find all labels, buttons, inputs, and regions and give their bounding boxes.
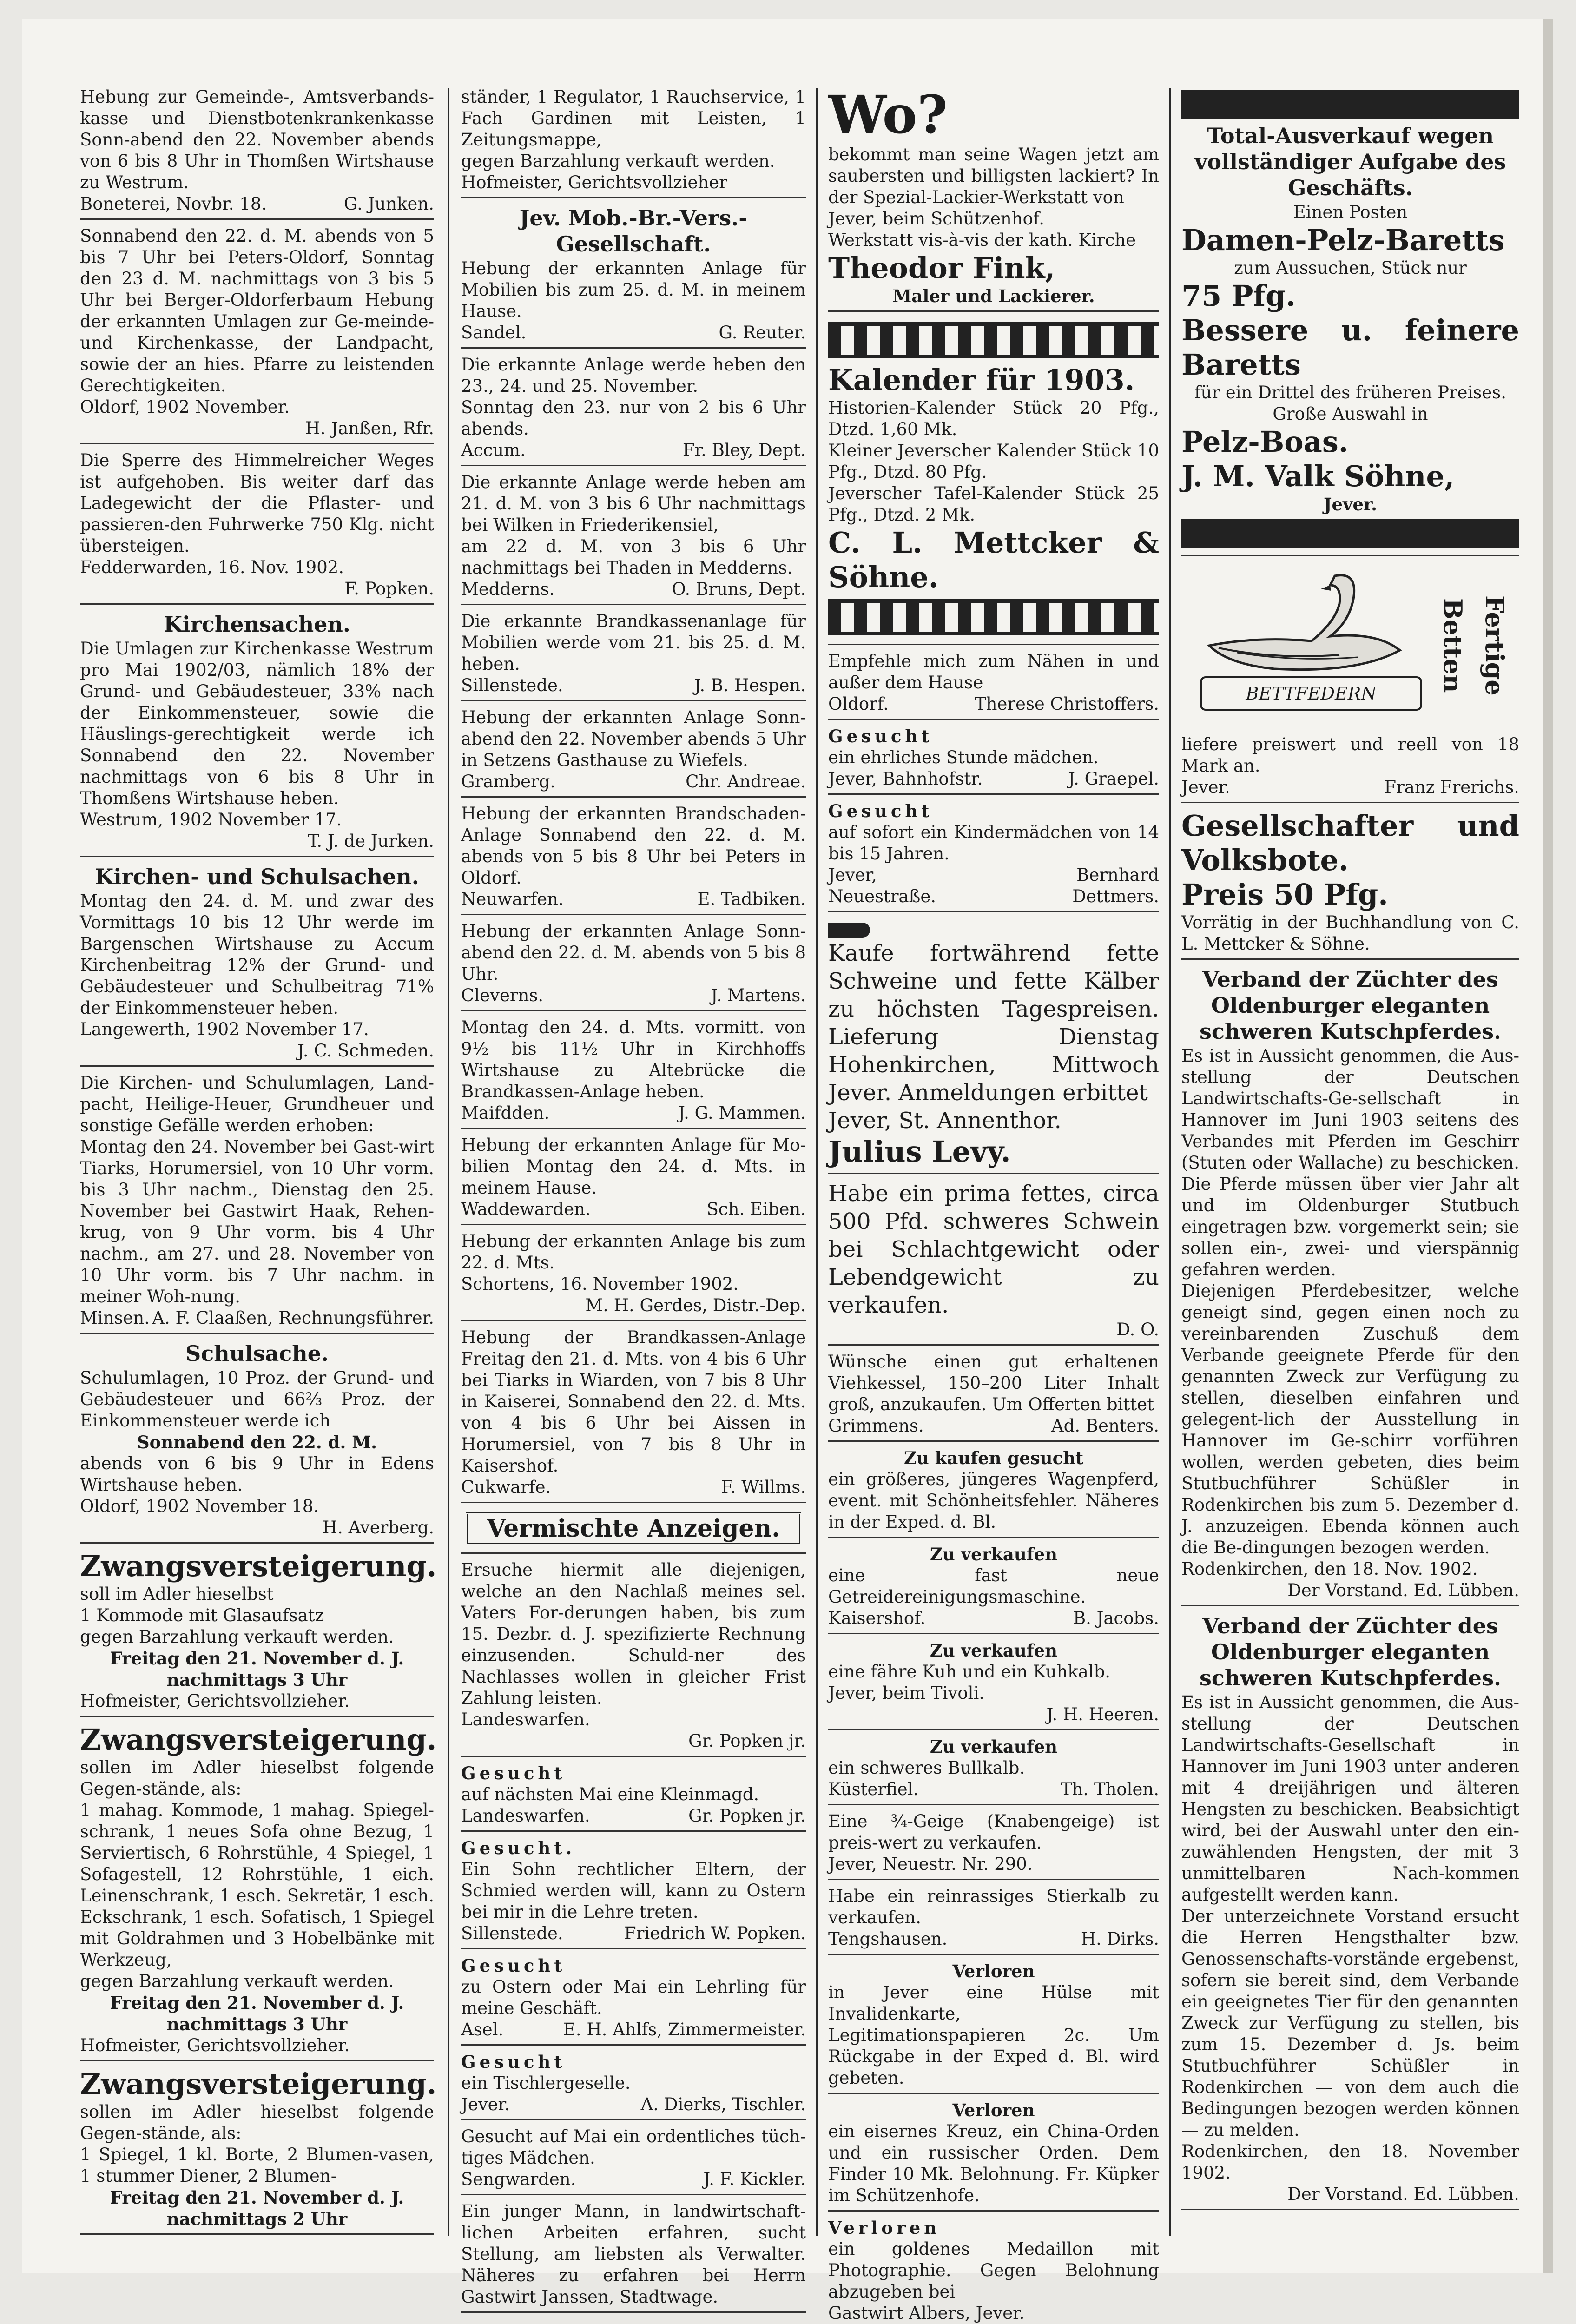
ad-signature-line (828, 1779, 1159, 1800)
ad-subheading: Verloren (952, 2100, 1035, 2120)
ad-text: Jever, Neuestr. Nr. 290. (828, 1854, 1033, 1874)
advertisement (461, 2198, 806, 2313)
ad-headline: Zwangsversteigerung. (80, 1723, 437, 1756)
advertisement (80, 860, 434, 1067)
ad-text: Ein junger Mann, in landwirtschaft-lichen Arbeiten erfahren, sucht Stellung, am liebsten als Verwalter. Näheres zu erfahren bei Herrn Gastwirt Janssen, Stadtwage. (461, 2201, 806, 2307)
ad-signature: Der Vorstand. Ed. Lübben. (1287, 2184, 1519, 2204)
ad-text: ein ehrliches Stunde mädchen. (828, 747, 1099, 767)
swan-icon (1181, 567, 1423, 678)
ad-text: Hebung der Brandkassen-Anlage Freitag den 21. d. Mts. von 4 bis 6 Uhr bei Tiarks in Wiarden, von 7 bis 8 Uhr in Kaiserei, Sonnabend den 22. d. Mts. von 4 bis 6 Uhr bei Aissen in Horumersiel, von 7 bis 8 Uhr in Kaisershof. (461, 1327, 806, 1476)
ad-signature: Sillenstede. (461, 675, 563, 695)
ad-text: liefere preiswert und reell von 18 Mark an. (1181, 734, 1519, 776)
advertisement (828, 798, 1159, 912)
newspaper-page (22, 19, 1553, 2323)
ad-signature: Fr. Bley, Dept. (682, 440, 806, 460)
ad-profession: Maler und Lackierer. (892, 286, 1095, 306)
advertisement (828, 915, 1159, 1174)
ad-keyword: Gesucht (461, 2052, 566, 2072)
ad-signature-line (461, 579, 806, 600)
ad-text: Hebung der erkannten Anlage Sonn-abend den 22. d. M. abends von 5 bis 8 Uhr. (461, 921, 806, 984)
ad-signature-line (80, 1307, 434, 1329)
ad-price: Preis 50 Pfg. (1181, 878, 1388, 911)
ad-text: Gesucht auf Mai ein ordentliches tüch-tiges Mädchen. (461, 2126, 806, 2168)
ad-title: Kirchen- und Schulsachen. (95, 864, 419, 889)
ad-text: Oldorf, 1902 November 18. (80, 1496, 319, 1516)
ad-text: Hebung der erkannten Anlage Sonn-abend den 22. November abends 5 Uhr in Setzens Gasthause zu Wiefels. (461, 707, 806, 770)
ad-text: eine fast neue Getreidereinigungsmaschine. (828, 1565, 1159, 1607)
ad-emphasis: Freitag den 21. November d. J. nachmittags 3 Uhr (110, 1648, 404, 1690)
ad-signature-line (461, 172, 806, 193)
advertisement (828, 1348, 1159, 1442)
ad-text: auf sofort ein Kindermädchen von 14 bis 15 Jahren. (828, 822, 1159, 864)
ad-text: Ersuche hiermit alle diejenigen, welche an den Nachlaß meines sel. Vaters For-derungen haben, bis zum 15. Dezbr. d. J. spezifizierte Rechnung einzusenden. Schuld-ner des Nachlasses wollen in gleicher Frist Zahlung leisten. (461, 1560, 806, 1708)
advertisement (828, 84, 1159, 312)
ad-keyword: Gesucht (828, 726, 933, 746)
ad-signature: Asel. (461, 2020, 504, 2040)
ad-text: Vorrätig in der Buchhandlung von C. L. Mettcker & Söhne. (1181, 912, 1519, 954)
ad-signature: Ad. Benters. (1051, 1416, 1159, 1436)
ad-text: Landeswarfen. (461, 1710, 590, 1730)
ad-text: gegen Barzahlung verkauft werden. (80, 1971, 394, 1991)
column-rule (816, 88, 818, 2236)
ad-subheading: Zu verkaufen (930, 1736, 1058, 1757)
ad-signature-name: Julius Levy. (828, 1135, 1011, 1169)
ad-small-text: Große Auswahl in (1273, 404, 1428, 424)
ad-signature: Neuwarfen. (461, 889, 564, 909)
ad-signature-line (461, 2019, 806, 2040)
headline: Wo? (828, 85, 948, 145)
ad-text: zu Ostern oder Mai ein Lehrling für meine Geschäft. (461, 1977, 806, 2018)
advertisement (80, 223, 434, 444)
ad-title: Verband der Züchter des Oldenburger eleganten schweren Kutschpferdes. (1200, 967, 1501, 1044)
ad-text: eine fähre Kuh und ein Kuhkalb. (828, 1662, 1111, 1682)
ad-signature-line (461, 985, 806, 1006)
ad-signature: Chr. Andreae. (686, 772, 806, 792)
ad-signature: Gr. Popken jr. (688, 1806, 806, 1826)
ad-text: auf nächsten Mai eine Kleinmagd. (461, 1784, 759, 1804)
advertisement (828, 2097, 1159, 2212)
ad-text: Oldorf, 1902 November. (80, 397, 290, 417)
ad-signature-line (80, 578, 434, 600)
ad-signature-line (828, 693, 1159, 715)
column-2 (455, 84, 812, 2307)
ad-text: Die Umlagen zur Kirchenkasse Westrum pro Mai 1902/03, nämlich 18% der Grund- und Gebäudesteuer, 33% nach der Einkommensteuer, sowie die Häuslings-gerechtigkeit werde ich Sonnabend den 22. November nachmittags von 6 bis 8 Uhr in Thomßens Wirtshause heben. (80, 639, 434, 808)
ad-text: sollen im Adler hieselbst folgende Gegen-stände, als: (80, 1757, 434, 1799)
ad-text: Jever, St. Annenthor. (828, 1108, 1062, 1134)
ad-emphasis: Sonnabend den 22. d. M. (137, 1432, 377, 1452)
ad-signature: Boneterei, Novbr. 18. (80, 194, 267, 214)
ad-signature-line (461, 1477, 806, 1498)
ad-signature: Landeswarfen. (461, 1806, 590, 1826)
ad-signature: A. F. Claaßen, Rechnungsführer. (152, 1308, 434, 1328)
advertisement (461, 1228, 806, 1321)
ad-signature: Minsen. (80, 1308, 150, 1328)
ad-title: Kirchensachen. (164, 612, 350, 637)
advertisement (1181, 84, 1519, 556)
ad-signature: Maifdden. (461, 1103, 550, 1123)
advertisement (461, 351, 806, 466)
ad-signature: Hofmeister, Gerichtsvollzieher. (80, 1691, 350, 1711)
ad-signature: Medderns. (461, 579, 555, 599)
advertisement (828, 1958, 1159, 2094)
ad-text: Gastwirt Albers, Jever. (828, 2303, 1025, 2323)
ad-title: Jev. Mob.-Br.-Vers.-Gesellschaft. (519, 205, 748, 257)
ad-signature-line (461, 1295, 806, 1316)
ad-text: am 22 d. M. von 3 bis 6 Uhr nachmittags bei Thaden in Medderns. (461, 536, 806, 578)
ad-signature: E. Tadbiken. (697, 889, 806, 909)
ad-keyword: Verloren (828, 2218, 941, 2238)
ad-emphasis: Freitag den 21. November d. J. nachmittags 2 Uhr (110, 2187, 404, 2229)
ad-signature: Cukwarfe. (461, 1477, 551, 1497)
advertisement (828, 1445, 1159, 1538)
advertisement (461, 2048, 806, 2120)
ad-text: ein goldenes Medaillon mit Photographie. Gegen Belohnung abzugeben bei (828, 2239, 1159, 2302)
ad-signature: Jever. (461, 2094, 510, 2114)
ad-signature-line (1181, 777, 1519, 798)
advertisement (828, 1541, 1159, 1634)
advertisement (80, 1720, 437, 2061)
ad-signature-line (461, 675, 806, 696)
ad-text: Jeverscher Tafel-Kalender Stück 25 Pfg., Dtzd. 2 Mk. (828, 483, 1159, 525)
ad-signature: J. Graepel. (1068, 769, 1159, 789)
ad-signature: D. O. (1116, 1320, 1159, 1340)
ad-signature: F. Willms. (721, 1477, 806, 1497)
ad-signature: F. Popken. (344, 579, 434, 599)
ad-signature: Bernhard Dettmers. (1072, 865, 1159, 906)
ad-text: Sonntag den 23. nur von 2 bis 6 Uhr abends. (461, 397, 806, 439)
ad-text: Es ist in Aussicht genommen, die Aus-stellung der Deutschen Landwirtschafts-Gesellschaft in Hannover im Juni 1903 unter anderen mit 4 dreijährigen und älteren Hengsten zu beschicken. Beabsichtigt wird, bei der Auswahl unter den ein-zuwählenden Hengsten, der mit 3 unmittelbaren Nach-kommen aufgestellt werden kann. (1181, 1692, 1519, 1905)
ad-product: Pelz-Boas. (1181, 425, 1349, 459)
advertisement (80, 1337, 434, 1544)
ad-signature-line (828, 1928, 1159, 1950)
ad-signature: Friedrich W. Popken. (624, 1923, 806, 1943)
ad-text: Ein Sohn rechtlicher Eltern, der Schmied werden will, kann zu Ostern bei mir in die Lehre treten. (461, 1859, 806, 1922)
advertisement (461, 1952, 806, 2046)
ad-signature-line (1181, 2184, 1519, 2205)
advertisement (80, 447, 434, 605)
advertisement (828, 1177, 1159, 1346)
ad-text: sollen im Adler hieselbst folgende Gegen-stände, als: (80, 2102, 434, 2143)
ornament-border (828, 599, 1159, 635)
ad-signature: J. Martens. (711, 985, 806, 1005)
ad-text: zum Aussuchen, Stück nur (1234, 258, 1467, 278)
ad-signature-line (828, 865, 1159, 907)
advertisement (461, 1132, 806, 1225)
advertisement (461, 918, 806, 1011)
ad-signature: H. Averberg. (322, 1518, 434, 1538)
ad-text: Kaufe fortwährend fette Schweine und fette Kälber zu höchsten Tagespreisen. Lieferung Dienstag Hohenkirchen, Mittwoch Jever. Anmeldungen erbittet (828, 940, 1159, 1106)
ad-title: Verband der Züchter des Oldenburger eleganten schweren Kutschpferdes. (1200, 1613, 1501, 1690)
ad-signature-line (461, 1730, 806, 1752)
black-rule (1181, 519, 1519, 548)
ad-signature: Accum. (461, 440, 526, 460)
ad-keyword: Gesucht (461, 1763, 566, 1783)
ad-text: bekommt man seine Wagen jetzt am saubersten und billigsten lackiert? In der Spezial-Lackier-Werkstatt von (828, 145, 1159, 207)
ad-signature-line (828, 768, 1159, 790)
section-heading: Vermischte Anzeigen. (466, 1512, 801, 1545)
advertisement (828, 1883, 1159, 1955)
ad-signature: Waddewarden. (461, 1199, 591, 1219)
ad-signature-line (461, 771, 806, 792)
ad-text: ein größeres, jüngeres Wagenpferd, event. mit Schönheitsfehler. Näheres in der Exped. d. Bl. (828, 1469, 1159, 1532)
ad-signature-line (461, 1103, 806, 1124)
ad-signature: Sengwarden. (461, 2169, 576, 2189)
ad-text: Montag den 24. d. M. und zwar des Vormittags 10 bis 12 Uhr werde im Bargenschen Wirtshause zu Accum Kirchenbeitrag 12% der Grund- und Gebäudesteuer und Schulbeitrag 71% der Einkommensteuer heben. (80, 891, 434, 1018)
advertisement (461, 704, 806, 798)
ad-signature-line (828, 1415, 1159, 1437)
advertisement (461, 1557, 806, 1757)
advertisement (1181, 963, 1519, 1606)
ad-text: ein eisernes Kreuz, ein China-Orden und ein russischer Orden. Dem Finder 10 Mk. Belohnung. Fr. Küpker im Schützenhofe. (828, 2121, 1159, 2205)
advertisement (461, 1835, 806, 1949)
advertisement (80, 2064, 437, 2235)
advertisement (461, 1324, 806, 1503)
ad-subheading: Zu verkaufen (930, 1640, 1058, 1661)
advertisement (461, 201, 806, 349)
advertisement (461, 2123, 806, 2195)
ad-firm-name: C. L. Mettcker & Söhne. (828, 526, 1159, 594)
advertisement (461, 1506, 806, 1554)
ad-text: Habe ein reinrassiges Stierkalb zu verkaufen. (828, 1886, 1159, 1928)
ad-signature-line (80, 2035, 434, 2056)
advertisement (828, 1808, 1159, 1880)
ad-text: Die erkannte Anlage werde heben am 21. d. M. von 3 bis 6 Uhr nachmittags bei Wilken in Friederikensiel, (461, 472, 806, 535)
ad-text: Wünsche einen gut erhaltenen Viehkessel, 150–200 Liter Inhalt groß, anzukaufen. Um Offerten bittet (828, 1352, 1159, 1414)
ad-price: 75 Pfg. (1181, 279, 1296, 313)
ad-text: 1 mahag. Kommode, 1 mahag. Spiegel-schrank, 1 neues Sofa ohne Bezug, 1 Serviertisch, 6 Rohrstühle, 4 Spiegel, 1 Sofagestell, 12 Rohrstühle, 1 eich. Leinenschrank, 1 esch. Sekretär, 1 esch. Eckschrank, 1 esch. Sofatisch, 1 Spiegel mit Goldrahmen und 3 Hobelbänke mit Werkzeug, (80, 1800, 434, 1970)
ad-text: Werkstatt vis-à-vis der kath. Kirche (828, 230, 1136, 250)
pointing-hand-icon (828, 923, 870, 938)
ad-signature: T. J. de Jurken. (308, 831, 434, 851)
ad-signature-line (80, 418, 434, 439)
advertisement (461, 84, 806, 198)
ad-text: Jever, beim Schützenhof. (828, 209, 1044, 229)
advertisement (461, 1014, 806, 1129)
ad-subheading: Zu verkaufen (930, 1544, 1058, 1565)
advertisement (828, 723, 1159, 795)
ad-signature: Franz Frerichs. (1384, 777, 1519, 797)
ad-signature-line (828, 1319, 1159, 1340)
ad-text: gegen Barzahlung verkauft werden. (80, 1627, 394, 1647)
advertisement (461, 1760, 806, 1832)
ad-text: Historien-Kalender Stück 20 Pfg., Dtzd. 1,60 Mk. (828, 398, 1159, 439)
ad-banner: BETTFEDERN (1200, 676, 1422, 711)
ad-signature-line (1181, 1580, 1519, 1601)
advertisement (828, 2214, 1159, 2324)
ad-text: Diejenigen Pferdebesitzer, welche geneigt sind, gegen einen noch zu vereinbarenden Zuschuß dem Verbande geeignete Pferde für den genannten Zweck zur Verfügung zu stellen, dieselben einfahren und gelegent-lich der Ausstellung in Hannover im Ge-schirr vorführen wollen, werden gebeten, dies beim Stutbuchführer Schüßler in Rodenkirchen bis zum 5. Dezember d. J. anzuzeigen. Ebenda können auch die Be-dingungen bezogen werden. (1181, 1281, 1519, 1558)
advertisement (80, 607, 434, 857)
ad-text: Montag den 24. November bei Gast-wirt Tiarks, Horumersiel, von 10 Uhr vorm. bis 3 Uhr nachm., Dienstag den 25. November bei Gastwirt Haak, Rehen-krug, von 9 Uhr vorm. bis 4 Uhr nachm., am 27. und 28. November von 10 Uhr vorm. bis 7 Uhr nachm. in meiner Woh-nung. (80, 1137, 434, 1307)
ad-business-name: Theodor Fink, (828, 251, 1055, 285)
ad-signature: Der Vorstand. Ed. Lübben. (1287, 1580, 1519, 1600)
ad-small-text: Einen Posten (1293, 202, 1408, 222)
ad-signature: Jever, Bahnhofstr. (828, 769, 983, 789)
advertisement (828, 648, 1159, 720)
ad-text: Die erkannte Brandkassenanlage für Mobilien werde vom 21. bis 25. d. M. heben. (461, 611, 806, 674)
column-1 (73, 84, 441, 2245)
ad-signature: E. H. Ahlfs, Zimmermeister. (563, 2020, 806, 2040)
advertisement (80, 1070, 434, 1334)
ad-signature: M. H. Gerdes, Distr.-Dep. (585, 1295, 806, 1315)
ad-text: abends von 6 bis 9 Uhr in Edens Wirtshause heben. (80, 1453, 434, 1495)
ad-text: Hebung der erkannten Anlage für Mo-bilien Montag den 24. d. Mts. in meinem Hause. (461, 1135, 806, 1198)
ad-keyword: Gesucht. (461, 1838, 576, 1858)
ad-signature-line (80, 193, 434, 215)
ad-headline: Gesellschafter und Volksbote. (1181, 809, 1519, 877)
ad-text: Schulumlagen, 10 Proz. der Grund- und Gebäudesteuer und 66⅔ Proz. der Einkommensteuer werde ich (80, 1368, 434, 1431)
ad-text: Die Kirchen- und Schulumlagen, Land-pacht, Heilige-Heuer, Grundheuer und sonstige Gefälle werden erhoben: (80, 1073, 434, 1136)
advertisement (828, 315, 1159, 645)
ad-signature: G. Junken. (343, 194, 434, 214)
ad-text: Empfehle mich zum Nähen in und außer dem Hause (828, 651, 1159, 693)
ad-signature-line (461, 1923, 806, 1944)
ad-product: Damen-Pelz-Baretts (1181, 223, 1505, 257)
ad-signature: Jever, Neuestraße. (828, 865, 936, 906)
ad-signature-line (461, 440, 806, 461)
ad-text: gegen Barzahlung verkauft werden. (461, 151, 775, 171)
ad-signature: Gramberg. (461, 772, 556, 792)
ad-signature-line (461, 1199, 806, 1220)
ad-text: Eine ¾-Geige (Knabengeige) ist preis-wert zu verkaufen. (828, 1811, 1159, 1853)
advertisement (1181, 559, 1519, 803)
ad-signature-line (461, 2094, 806, 2115)
column-rule (448, 88, 449, 2236)
black-rule (1181, 90, 1519, 119)
page-edge (1543, 19, 1553, 2273)
ad-text: soll im Adler hieselbst (80, 1584, 274, 1604)
ad-text: Hebung der erkannten Brandschaden-Anlage Sonnabend den 22. d. M. abends von 5 bis 8 Uhr bei Peters in Oldorf. (461, 804, 806, 888)
ad-headline: Kalender für 1903. (828, 363, 1135, 397)
ad-text: Sonnabend den 22. d. M. abends von 5 bis 7 Uhr bei Peters-Oldorf, Sonntag den 23 d. M. nachmittags von 3 bis 5 Uhr bei Berger-Oldorferbaum Hebung der erkannten Umlagen zur Ge-meinde- und Kirchenkasse, der Landpacht, sowie der an hies. Pfarre zu leistenden Gerechtigkeiten. (80, 226, 434, 396)
ad-signature-line (80, 831, 434, 852)
ad-signature: Sandel. (461, 323, 527, 343)
ad-text: Hebung der erkannten Anlage für Mobilien bis zum 25. d. M. in meinem Hause. (461, 258, 806, 321)
ad-signature-line (828, 1608, 1159, 1629)
ad-text: Hebung zur Gemeinde-, Amtsverbands-kasse und Dienstbotenkrankenkasse Sonn-abend den 22. November abends von 6 bis 8 Uhr in Thomßen Wirtshause zu Westrum. (80, 87, 434, 192)
ad-signature: J. H. Heeren. (1046, 1704, 1159, 1724)
ad-town: Jever. (1323, 494, 1378, 515)
ad-text: Jever, beim Tivoli. (828, 1683, 985, 1703)
advertisement (461, 608, 806, 701)
advertisement (80, 84, 434, 220)
ad-note: für ein Drittel des früheren Preises. (1194, 383, 1507, 403)
ad-signature: Kaisershof. (828, 1608, 926, 1628)
ad-signature: Gr. Popken jr. (688, 1731, 806, 1751)
ad-text: Die erkannte Anlage werde heben den 23., 24. und 25. November. (461, 355, 806, 396)
ad-headline: Zwangsversteigerung. (80, 1549, 437, 1583)
ad-signature: Küsterfiel. (828, 1779, 919, 1799)
ad-text: ein Tischlergeselle. (461, 2073, 631, 2093)
swan-illustration (1181, 567, 1519, 729)
ad-headline: Zwangsversteigerung. (80, 2067, 437, 2101)
ad-title: Schulsache. (185, 1341, 329, 1366)
ad-text: ein schweres Bullkalb. (828, 1758, 1025, 1778)
advertisement (1181, 806, 1519, 960)
ad-signature: Grimmens. (828, 1416, 924, 1436)
ad-signature: Th. Tholen. (1060, 1779, 1159, 1799)
ad-text: ständer, 1 Regulator, 1 Rauchservice, 1 Fach Gardinen mit Leisten, 1 Zeitungsmappe, (461, 87, 806, 150)
ad-signature-line (461, 322, 806, 343)
ad-text: Es ist in Aussicht genommen, die Aus-stellung der Deutschen Landwirtschafts-Ge-sellschaft in Hannover im Juni 1903 seitens des Verbandes mit Pferden im Geschirr (Stuten oder Wallache) zu beschicken. Die Pferde müssen über vier Jahr alt und im Oldenburger Stutbuch eingetragen bzw. vorgemerkt sein; sie sollen ein-, zwei- und vierspännig gefahren werden. (1181, 1046, 1519, 1280)
ad-signature: A. Dierks, Tischler. (640, 2094, 806, 2114)
ad-signature: Sillenstede. (461, 1923, 563, 1943)
ad-text: 1 Spiegel, 1 kl. Borte, 2 Blumen-vasen, 1 stummer Diener, 2 Blumen- (80, 2145, 434, 2186)
ad-product: Bessere u. feinere Baretts (1181, 313, 1519, 382)
column-3 (822, 84, 1166, 2323)
ad-signature-line (461, 2169, 806, 2190)
ad-signature: Sch. Eiben. (706, 1199, 806, 1219)
ad-signature: O. Bruns, Dept. (672, 579, 806, 599)
ad-text: Westrum, 1902 November 17. (80, 810, 342, 830)
ad-signature: J. F. Kickler. (703, 2169, 806, 2189)
ad-subheading: Zu kaufen gesucht (903, 1448, 1084, 1468)
advertisement (461, 469, 806, 605)
advertisement (461, 800, 806, 915)
ad-title: Total-Ausverkauf wegen vollständiger Aufgabe des Geschäfts. (1194, 123, 1506, 200)
ad-text: in Jever eine Hülse mit Invalidenkarte, Legitimationspapieren 2c. Um Rückgabe in der Exped d. Bl. wird gebeten. (828, 1982, 1159, 2088)
ad-signature: Cleverns. (461, 985, 544, 1005)
ad-signature: Hofmeister, Gerichtsvollzieher. (80, 2035, 350, 2055)
ad-text: Kleiner Jeverscher Kalender Stück 10 Pfg., Dtzd. 80 Pfg. (828, 441, 1159, 482)
ad-signature: Hofmeister, Gerichtsvollzieher (461, 172, 727, 192)
ad-vertical-text: Fertige Betten (1438, 595, 1510, 696)
ad-emphasis: Freitag den 21. November d. J. nachmittags 3 Uhr (110, 1993, 404, 2034)
ad-signature: G. Reuter. (719, 323, 806, 343)
advertisement (828, 1733, 1159, 1805)
ad-signature: H. Dirks. (1081, 1929, 1159, 1949)
advertisement (80, 1546, 437, 1717)
ad-text: Schortens, 16. November 1902. (461, 1274, 739, 1294)
ad-text: Der unterzeichnete Vorstand ersucht die Herren Hengsthalter bzw. Genossenschafts-vorstände ergebenst, sofern sie bereit sind, dem Verbande ein geeignetes Tier für den genannten Zweck zur Verfügung zu stellen, bis zum 15. Dezember d. Js. beim Stutbuchführer Schüßler in Rodenkirchen — von dem auch die Bedingungen bezogen werden können — zu melden. (1181, 1906, 1519, 2140)
ad-signature: J. C. Schmeden. (297, 1041, 434, 1061)
ad-signature: B. Jacobs. (1073, 1608, 1159, 1628)
ad-signature-line (828, 1704, 1159, 1725)
ad-signature-line (461, 1805, 806, 1827)
ad-text: Langewerth, 1902 November 17. (80, 1019, 369, 1039)
ad-signature-line (80, 1040, 434, 1062)
ad-signature: Therese Christoffers. (974, 694, 1159, 714)
ad-text: Hebung der erkannten Anlage bis zum 22. d. Mts. (461, 1231, 806, 1273)
ad-subheading: Verloren (952, 1961, 1035, 1981)
ad-text: Fedderwarden, 16. Nov. 1902. (80, 557, 344, 577)
ad-signature: H. Janßen, Rfr. (305, 418, 434, 438)
ad-text: Habe ein prima fettes, circa 500 Pfd. schweres Schwein bei Schlachtgewicht oder Lebendgewicht zu verkaufen. (828, 1181, 1159, 1318)
ad-text: 1 Kommode mit Glasaufsatz (80, 1605, 324, 1625)
ad-signature: Jever. (1181, 777, 1230, 797)
ad-text: Rodenkirchen, den 18. November 1902. (1181, 2141, 1519, 2183)
ad-signature: Tengshausen. (828, 1929, 948, 1949)
ad-text: Montag den 24. d. Mts. vormitt. von 9½ bis 11½ Uhr in Kirchhoffs Wirtshause zu Altebrücke die Brandkassen-Anlage heben. (461, 1017, 806, 1102)
ad-keyword: Gesucht (828, 801, 933, 821)
ad-text: Die Sperre des Himmelreicher Weges ist aufgehoben. Bis weiter darf das Ladegewicht der die Pflaster- und passieren-den Fuhrwerke 750 Klg. nicht übersteigen. (80, 450, 434, 556)
column-rule (1169, 88, 1171, 2236)
ad-signature: Oldorf. (828, 694, 889, 714)
column-4 (1175, 84, 1526, 2245)
ad-signature: J. B. Hespen. (694, 675, 806, 695)
ad-signature: J. G. Mammen. (678, 1103, 806, 1123)
ad-signature-line (80, 1517, 434, 1538)
ornament-border (828, 322, 1159, 358)
advertisement (828, 1637, 1159, 1730)
advertisement (1181, 1609, 1519, 2210)
ad-firm-name: J. M. Valk Söhne, (1181, 459, 1455, 493)
ad-signature-line (461, 889, 806, 910)
ad-signature-line (80, 1690, 434, 1712)
ad-text: Rodenkirchen, den 18. Nov. 1902. (1181, 1559, 1478, 1579)
ad-keyword: Gesucht (461, 1955, 566, 1976)
